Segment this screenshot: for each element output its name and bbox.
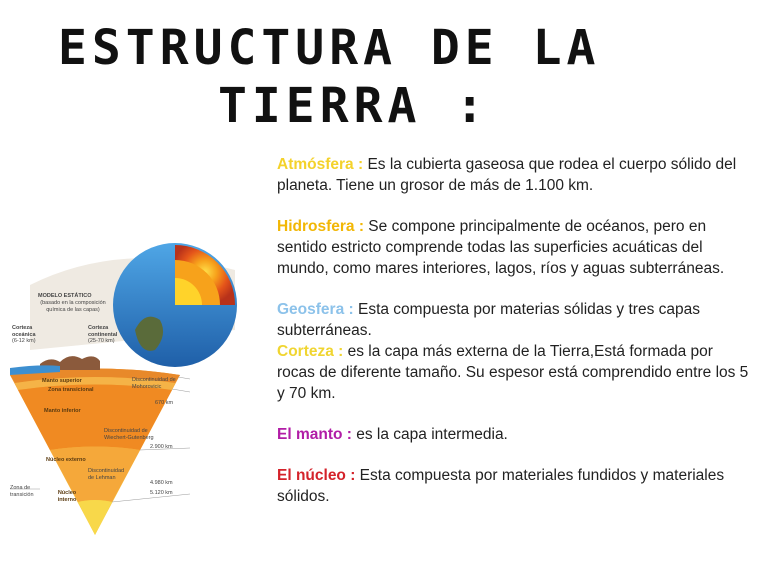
layer-inner-core bbox=[78, 500, 112, 535]
label-upper-mantle: Manto superior bbox=[42, 378, 82, 384]
paragraph-atmosfera bbox=[277, 154, 755, 196]
earth-structure-diagram bbox=[0, 240, 250, 540]
text-content bbox=[277, 154, 755, 527]
term-corteza: Corteza : bbox=[277, 343, 344, 360]
label-depth-2900: 2.900 km bbox=[150, 444, 173, 450]
label-transition-zone-left: Zona de transición bbox=[10, 485, 34, 498]
label-lower-mantle: Manto inferior bbox=[44, 408, 81, 414]
label-continental-crust-range: (25-70 km) bbox=[88, 338, 115, 344]
paragraph-corteza bbox=[277, 341, 755, 404]
label-wiechert-discontinuity: Discontinuidad de Wiechert-Gutenberg bbox=[104, 428, 154, 441]
globe bbox=[113, 243, 237, 367]
text-manto: es la capa intermedia. bbox=[351, 426, 508, 443]
label-depth-5120: 5.120 km bbox=[150, 490, 173, 496]
term-hidrosfera: Hidrosfera : bbox=[277, 218, 364, 235]
term-atmosfera: Atmósfera : bbox=[277, 156, 364, 173]
term-nucleo: El núcleo : bbox=[277, 467, 356, 484]
text-hidrosfera: Se compone principalmente de océanos, pero en sentido estricto comprende todas las superficies acuáticas del mundo, como mares interiores, lagos, ríos y aguas subterráneas. bbox=[277, 218, 725, 277]
label-oceanic-crust-range: (6-12 km) bbox=[12, 338, 36, 344]
label-oceanic-crust: Corteza oceánica bbox=[12, 325, 36, 338]
title-line-1: ESTRUCTURA DE LA bbox=[58, 20, 601, 76]
paragraph-hidrosfera bbox=[277, 216, 755, 279]
label-depth-670: 670 km bbox=[155, 400, 174, 406]
label-moho-discontinuity: Discontinuidad de Mohorovicic bbox=[132, 377, 176, 390]
label-outer-core: Núcleo externo bbox=[46, 457, 86, 463]
text-geosfera: Esta compuesta por materias sólidas y tres capas subterráneas. bbox=[277, 301, 700, 339]
title-line-2: TIERRA : bbox=[218, 78, 490, 134]
paragraph-nucleo bbox=[277, 465, 755, 507]
text-nucleo: Esta compuesta por materiales fundidos y materiales sólidos. bbox=[277, 467, 725, 505]
diagram-subheading: (basado en la composición química de las capas) bbox=[40, 300, 106, 313]
paragraph-manto bbox=[277, 424, 755, 445]
label-continental-crust: Corteza continental bbox=[88, 325, 118, 338]
label-depth-4980: 4.980 km bbox=[150, 480, 173, 486]
label-transition-zone: Zona transicional bbox=[48, 387, 94, 393]
label-lehman-discontinuity: Discontinuidad de Lehman bbox=[88, 468, 125, 481]
term-geosfera: Geosfera : bbox=[277, 301, 354, 318]
label-inner-core: Núcleo interno bbox=[57, 490, 77, 503]
paragraph-geosfera bbox=[277, 299, 755, 341]
term-manto: El manto : bbox=[277, 426, 352, 443]
diagram-heading: MODELO ESTÁTICO bbox=[38, 293, 92, 299]
text-atmosfera: Es la cubierta gaseosa que rodea el cuerpo sólido del planeta. Tiene un grosor de más de 1.100 km. bbox=[277, 156, 737, 194]
text-corteza: es la capa más externa de la Tierra,Está formada por rocas de diferente tamaño. Su espesor está comprendido entre los 5 y 70 km. bbox=[277, 343, 749, 402]
